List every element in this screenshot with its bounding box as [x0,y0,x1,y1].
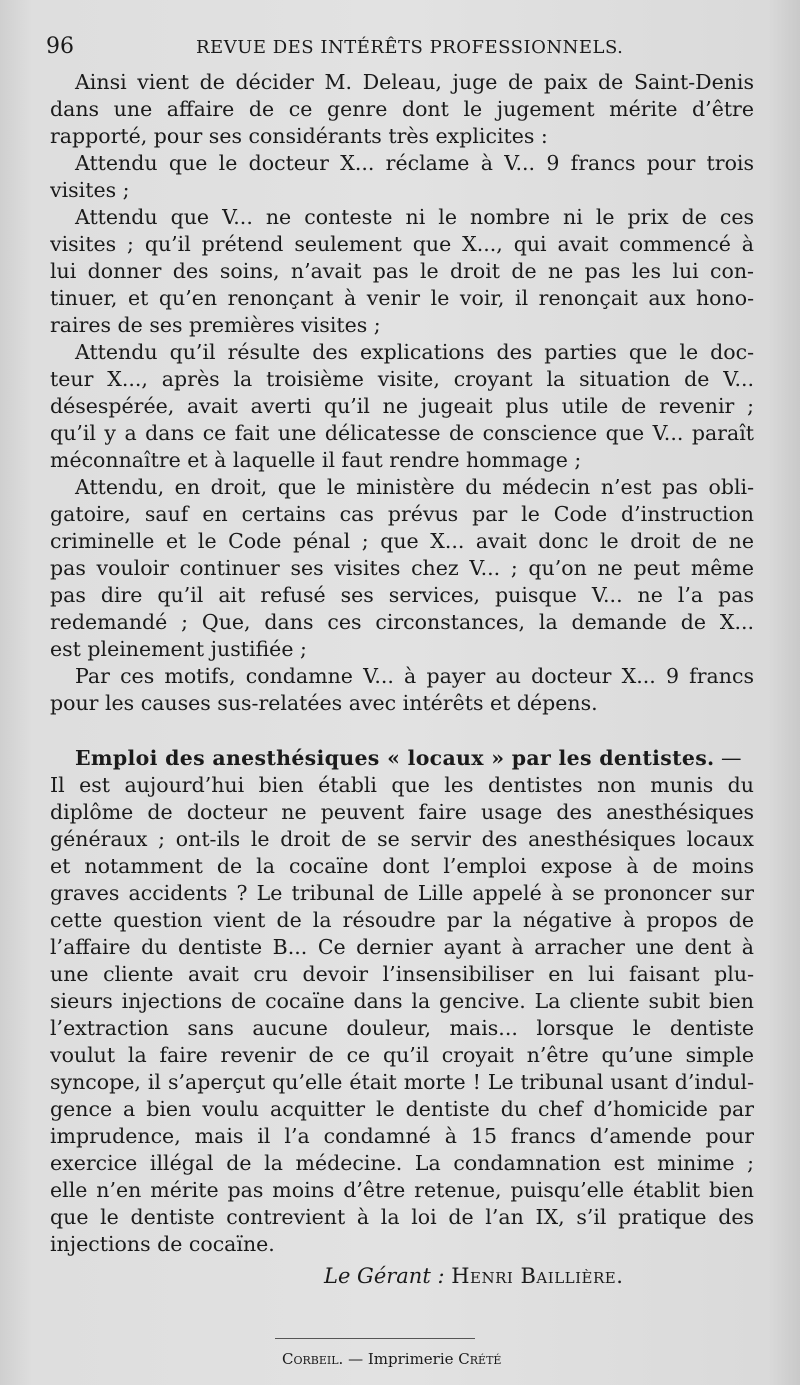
paragraph-judgment-intro [50,69,754,150]
body-text [50,69,754,1291]
text-line: tinuer, et qu’en renonçant à venir le voir, il renonçait aux hono- [50,286,754,310]
text-line: Par ces motifs, condamne V... à payer au docteur X... 9 francs [75,664,754,688]
text-line: elle n’en mérite pas moins d’être retenue, puisqu’elle établit bien [50,1178,754,1202]
signature-label: Le Gérant : [324,1264,445,1288]
text-line: l’extraction sans aucune douleur, mais... lorsque le dentiste [50,1016,754,1040]
text-line: désespérée, avait averti qu’il ne jugeait plus utile de revenir ; [50,394,754,418]
page-number: 96 [46,34,74,59]
text-line: Il est aujourd’hui bien établi que les dentistes non munis du [50,773,754,797]
text-line: diplôme de docteur ne peuvent faire usage des anesthésiques [50,800,754,824]
text-line: raires de ses premières visites ; [50,313,381,337]
text-line: lui donner des soins, n’avait pas le droit de ne pas les lui con- [50,259,754,283]
text-line: visites ; [50,178,130,202]
paragraph-attendu-4 [50,474,754,663]
signature [50,1261,754,1291]
paragraph-attendu-2 [50,204,754,339]
text-line: Attendu que le docteur X... réclame à V... 9 francs pour trois [75,151,754,175]
text-line: rapporté, pour ses considérants très explicites : [50,124,548,148]
text-line: Attendu que V... ne conteste ni le nombre ni le prix de ces [75,205,754,229]
text-line: sieurs injections de cocaïne dans la gencive. La cliente subit bien [50,989,754,1013]
text-line: et notamment de la cocaïne dont l’emploi expose à de moins [50,854,754,878]
text-line: dans une affaire de ce genre dont le jugement mérite d’être [50,97,754,121]
paragraph-ruling [50,663,754,717]
text-line: exercice illégal de la médecine. La condamnation est minime ; [50,1151,754,1175]
text-line: criminelle et le Code pénal ; que X... avait donc le droit de ne [50,529,754,553]
paragraph-attendu-3 [50,339,754,474]
text-line: pas vouloir continuer ses visites chez V... ; qu’on ne peut même [50,556,754,580]
text-line: gatoire, sauf en certains cas prévus par le Code d’instruction [50,502,754,526]
printer-separator: — Imprimerie [343,1350,459,1368]
text-line: pour les causes sus-relatées avec intérêts et dépens. [50,691,598,715]
text-line: méconnaître et à laquelle il faut rendre hommage ; [50,448,582,472]
section-gap [50,717,754,745]
section-anesthetics [50,745,754,1258]
text-line: cette question vient de la résoudre par la négative à propos de [50,908,754,932]
text-line: Attendu, en droit, que le ministère du médecin n’est pas obli- [75,475,754,499]
paragraph-attendu-1 [50,150,754,204]
text-line: visites ; qu’il prétend seulement que X..., qui avait commencé à [50,232,754,256]
text-line: Attendu qu’il résulte des explications des parties que le doc- [75,340,754,364]
section-title: Emploi des anesthésiques « locaux » par les dentistes. [75,746,715,770]
printer-imprint [282,1350,501,1368]
text-line: une cliente avait cru devoir l’insensibiliser en lui faisant plu- [50,962,754,986]
text-line: syncope, il s’aperçut qu’elle était morte ! Le tribunal usant d’indul- [50,1070,754,1094]
printer-town: Corbeil. [282,1350,344,1368]
text-line: est pleinement justifiée ; [50,637,307,661]
section-heading-line [50,745,754,772]
text-line: injections de cocaïne. [50,1232,275,1256]
text-line: qu’il y a dans ce fait une délicatesse de conscience que V... paraît [50,421,754,445]
running-header [46,34,756,64]
text-line: graves accidents ? Le tribunal de Lille appelé à se prononcer sur [50,881,754,905]
text-line: imprudence, mais il l’a condamné à 15 francs d’amende pour [50,1124,754,1148]
text-line: Ainsi vient de décider M. Deleau, juge de paix de Saint-Denis [75,70,754,94]
signature-name: Henri Baillière. [451,1264,624,1288]
text-line: voulut la faire revenir de ce qu’il croyait n’être qu’une simple [50,1043,754,1067]
footer-rule [275,1338,475,1339]
text-line: généraux ; ont-ils le droit de se servir des anesthésiques locaux [50,827,754,851]
running-title: REVUE DES INTÉRÊTS PROFESSIONNELS. [196,37,624,58]
text-line: l’affaire du dentiste B... Ce dernier ayant à arracher une dent à [50,935,754,959]
text-line: gence a bien voulu acquitter le dentiste du chef d’homicide par [50,1097,754,1121]
text-line: que le dentiste contrevient à la loi de l’an IX, s’il pratique des [50,1205,754,1229]
text-line: redemandé ; Que, dans ces circonstances, la demande de X... [50,610,754,634]
text-line: teur X..., après la troisième visite, croyant la situation de V... [50,367,754,391]
printer-name: Crété [458,1350,502,1368]
section-dash: — [714,746,742,770]
text-line: pas dire qu’il ait refusé ses services, puisque V... ne l’a pas [50,583,754,607]
